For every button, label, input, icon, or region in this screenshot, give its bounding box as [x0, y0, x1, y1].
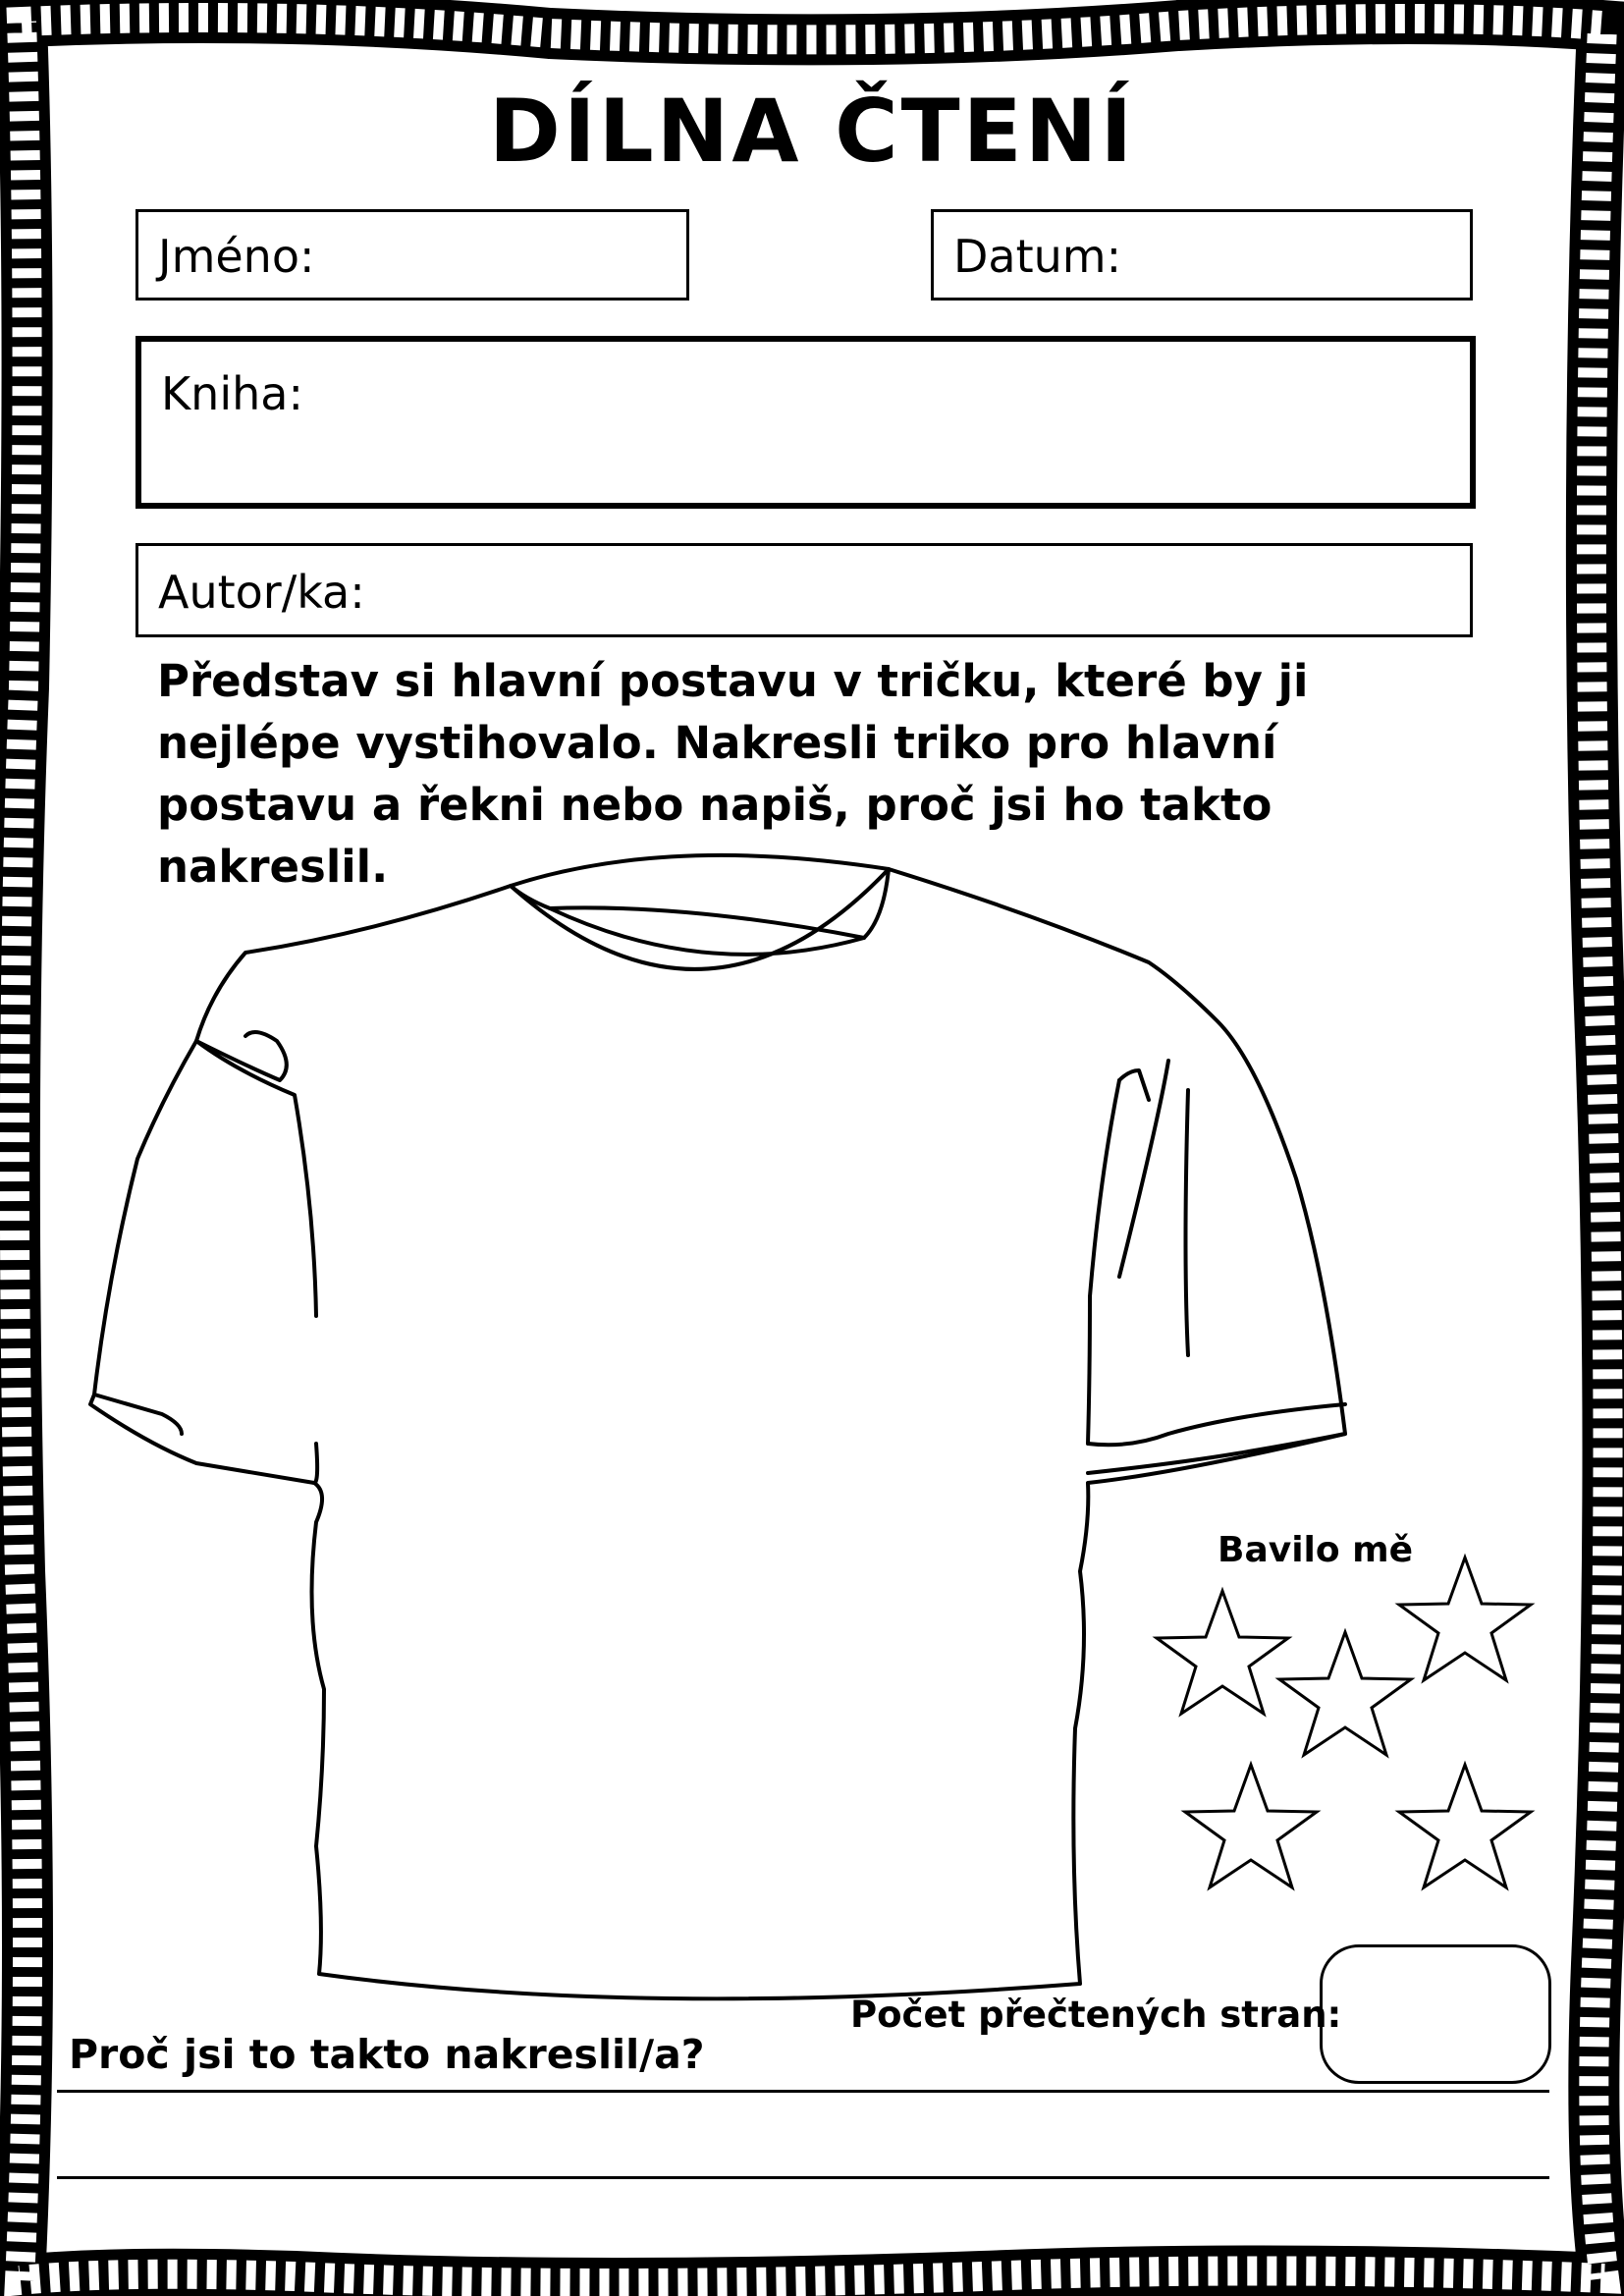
- pages-read-field[interactable]: [1320, 1944, 1551, 2084]
- pages-read-label: Počet přečtených stran:: [850, 1994, 1342, 2036]
- answer-line[interactable]: [57, 2176, 1549, 2179]
- why-question-label: Proč jsi to takto nakreslil/a?: [69, 2031, 705, 2078]
- rating-star-icon[interactable]: [1399, 1558, 1531, 1680]
- rating-star-icon[interactable]: [1279, 1632, 1411, 1755]
- date-label: Datum:: [953, 230, 1122, 283]
- book-label: Kniha:: [161, 367, 303, 420]
- rating-star-icon[interactable]: [1157, 1591, 1288, 1714]
- author-label: Autor/ka:: [158, 566, 365, 619]
- page-title: DÍLNA ČTENÍ: [488, 81, 1136, 182]
- instructions-text: Představ si hlavní postavu v tričku, které by ji nejlépe vystihovalo. Nakresli triko pro hlavní postavu a řekni nebo napiš, proč jsi ho takto nakreslil.: [157, 655, 1309, 893]
- rating-star-icon[interactable]: [1185, 1765, 1317, 1887]
- rating-label: Bavilo mě: [1218, 1530, 1414, 1570]
- answer-line[interactable]: [57, 2090, 1549, 2093]
- rating-star-icon[interactable]: [1399, 1765, 1531, 1887]
- name-label: Jméno:: [158, 230, 315, 283]
